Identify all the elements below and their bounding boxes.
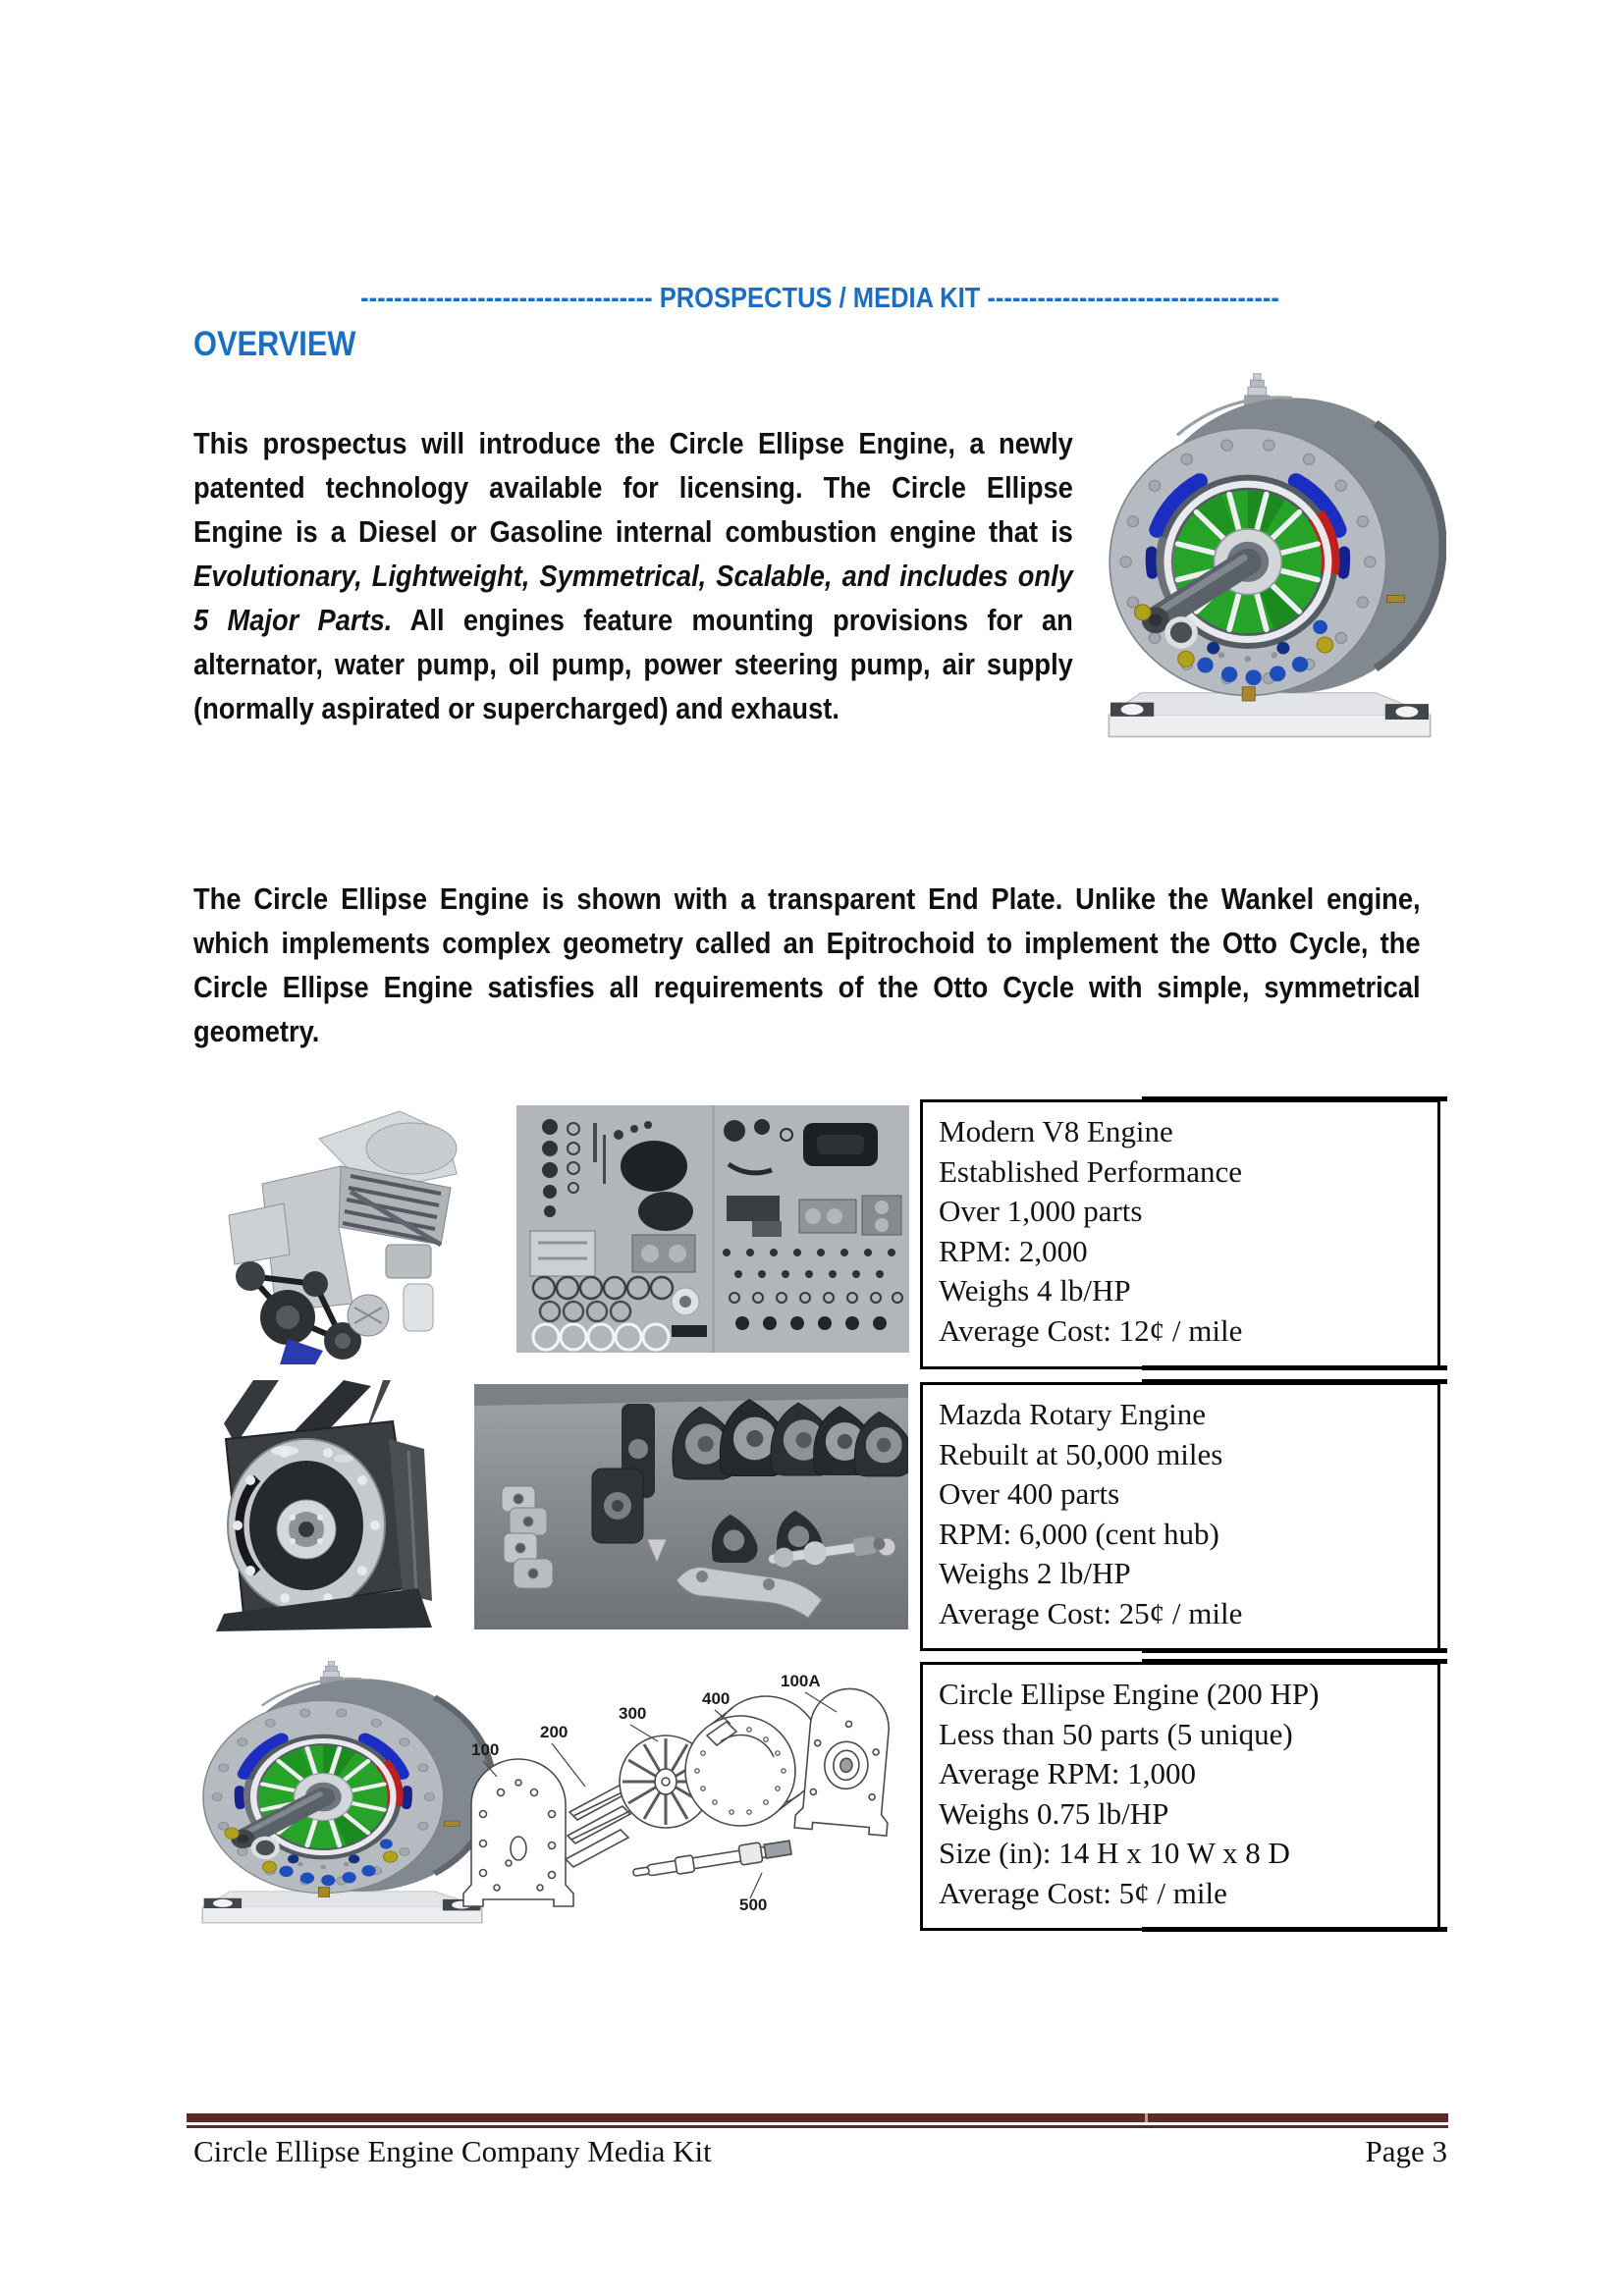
intro-emphasis: Evolutionary, Lightweight, Symmetrical, Scalable, and includes only 5 Major Parts.: [193, 559, 1073, 637]
v8-parts-spread-photo: [516, 1105, 909, 1353]
info-line: Average Cost: 5¢ / mile: [939, 1875, 1227, 1910]
exploded-label-500: 500: [739, 1896, 768, 1914]
intro-tail: All engines feature mounting provisions for an alternator, water pump, oil pump, power steering pump, air supply (normally aspirated or supercharged) and exhaust.: [193, 603, 1073, 725]
info-line: Mazda Rotary Engine: [939, 1397, 1207, 1431]
v8-info-box: [920, 1099, 1440, 1369]
divider-line: [1142, 1379, 1447, 1384]
exploded-label-100a: 100A: [781, 1672, 821, 1690]
footer: [193, 2134, 1447, 2169]
exploded-label-400: 400: [702, 1689, 731, 1708]
divider-line: [1142, 1096, 1447, 1101]
intro-lead: This prospectus will introduce the Circle Ellipse Engine, a newly patented technology available for licensing. The Circle Ellipse Engine is a Diesel or Gasoline internal combustion engine that is: [193, 426, 1073, 549]
circle-ellipse-info-box: [920, 1662, 1440, 1931]
info-line: Over 400 parts: [939, 1476, 1120, 1511]
intro-paragraph: [193, 421, 1073, 730]
info-line: Circle Ellipse Engine (200 HP): [939, 1677, 1320, 1711]
circle-ellipse-engine-render: [1093, 373, 1446, 738]
info-line: RPM: 6,000 (cent hub): [939, 1516, 1219, 1551]
v8-engine-photo: [193, 1097, 483, 1364]
footer-left-text: Circle Ellipse Engine Company Media Kit: [193, 2134, 712, 2168]
divider-line: [1142, 1927, 1447, 1932]
description-paragraph: The Circle Ellipse Engine is shown with a transparent End Plate. Unlike the Wankel engine, which implements complex geometry called an Epitrochoid to implement the Otto Cycle, the Circle Ellipse Engine satisfies all requirements of the Otto Cycle with simple, symmetrical geometry.: [193, 881, 1421, 1048]
overview-heading: OVERVIEW: [193, 325, 356, 363]
circle-ellipse-exploded-diagram: [450, 1667, 918, 1922]
info-line: Rebuilt at 50,000 miles: [939, 1436, 1223, 1471]
exploded-label-200: 200: [540, 1723, 568, 1741]
info-line: Weighs 0.75 lb/HP: [939, 1795, 1169, 1831]
info-line: Weighs 2 lb/HP: [939, 1556, 1131, 1590]
info-line: RPM: 2,000: [939, 1233, 1088, 1268]
rotary-parts-photo: [474, 1384, 908, 1629]
rotary-engine-photo: [196, 1380, 444, 1635]
info-line: Size (in): 14 H x 10 W x 8 D: [939, 1836, 1290, 1870]
exploded-label-300: 300: [619, 1704, 647, 1723]
prospectus-media-kit-band: ----------------------------------- PROSPECTUS / MEDIA KIT -----------------------------------: [360, 283, 1279, 314]
exploded-label-100: 100: [471, 1740, 500, 1759]
divider-line: [1142, 1659, 1447, 1664]
info-line: Average RPM: 1,000: [939, 1756, 1197, 1790]
info-line: Established Performance: [939, 1153, 1243, 1189]
info-line: Modern V8 Engine: [939, 1114, 1173, 1148]
info-line: Less than 50 parts (5 unique): [939, 1716, 1293, 1751]
rotary-info-box: [920, 1382, 1440, 1651]
footer-bar: [187, 2113, 1448, 2122]
info-line: Average Cost: 12¢ / mile: [939, 1312, 1243, 1348]
info-line: Average Cost: 25¢ / mile: [939, 1595, 1243, 1630]
divider-line: [1142, 1648, 1447, 1653]
divider-line: [1142, 1365, 1447, 1370]
info-line: Over 1,000 parts: [939, 1194, 1143, 1228]
footer-page-number: Page 3: [1365, 2134, 1447, 2168]
info-line: Weighs 4 lb/HP: [939, 1273, 1131, 1308]
footer-bar-seam: [1145, 2113, 1148, 2122]
footer-rule: [187, 2125, 1448, 2128]
